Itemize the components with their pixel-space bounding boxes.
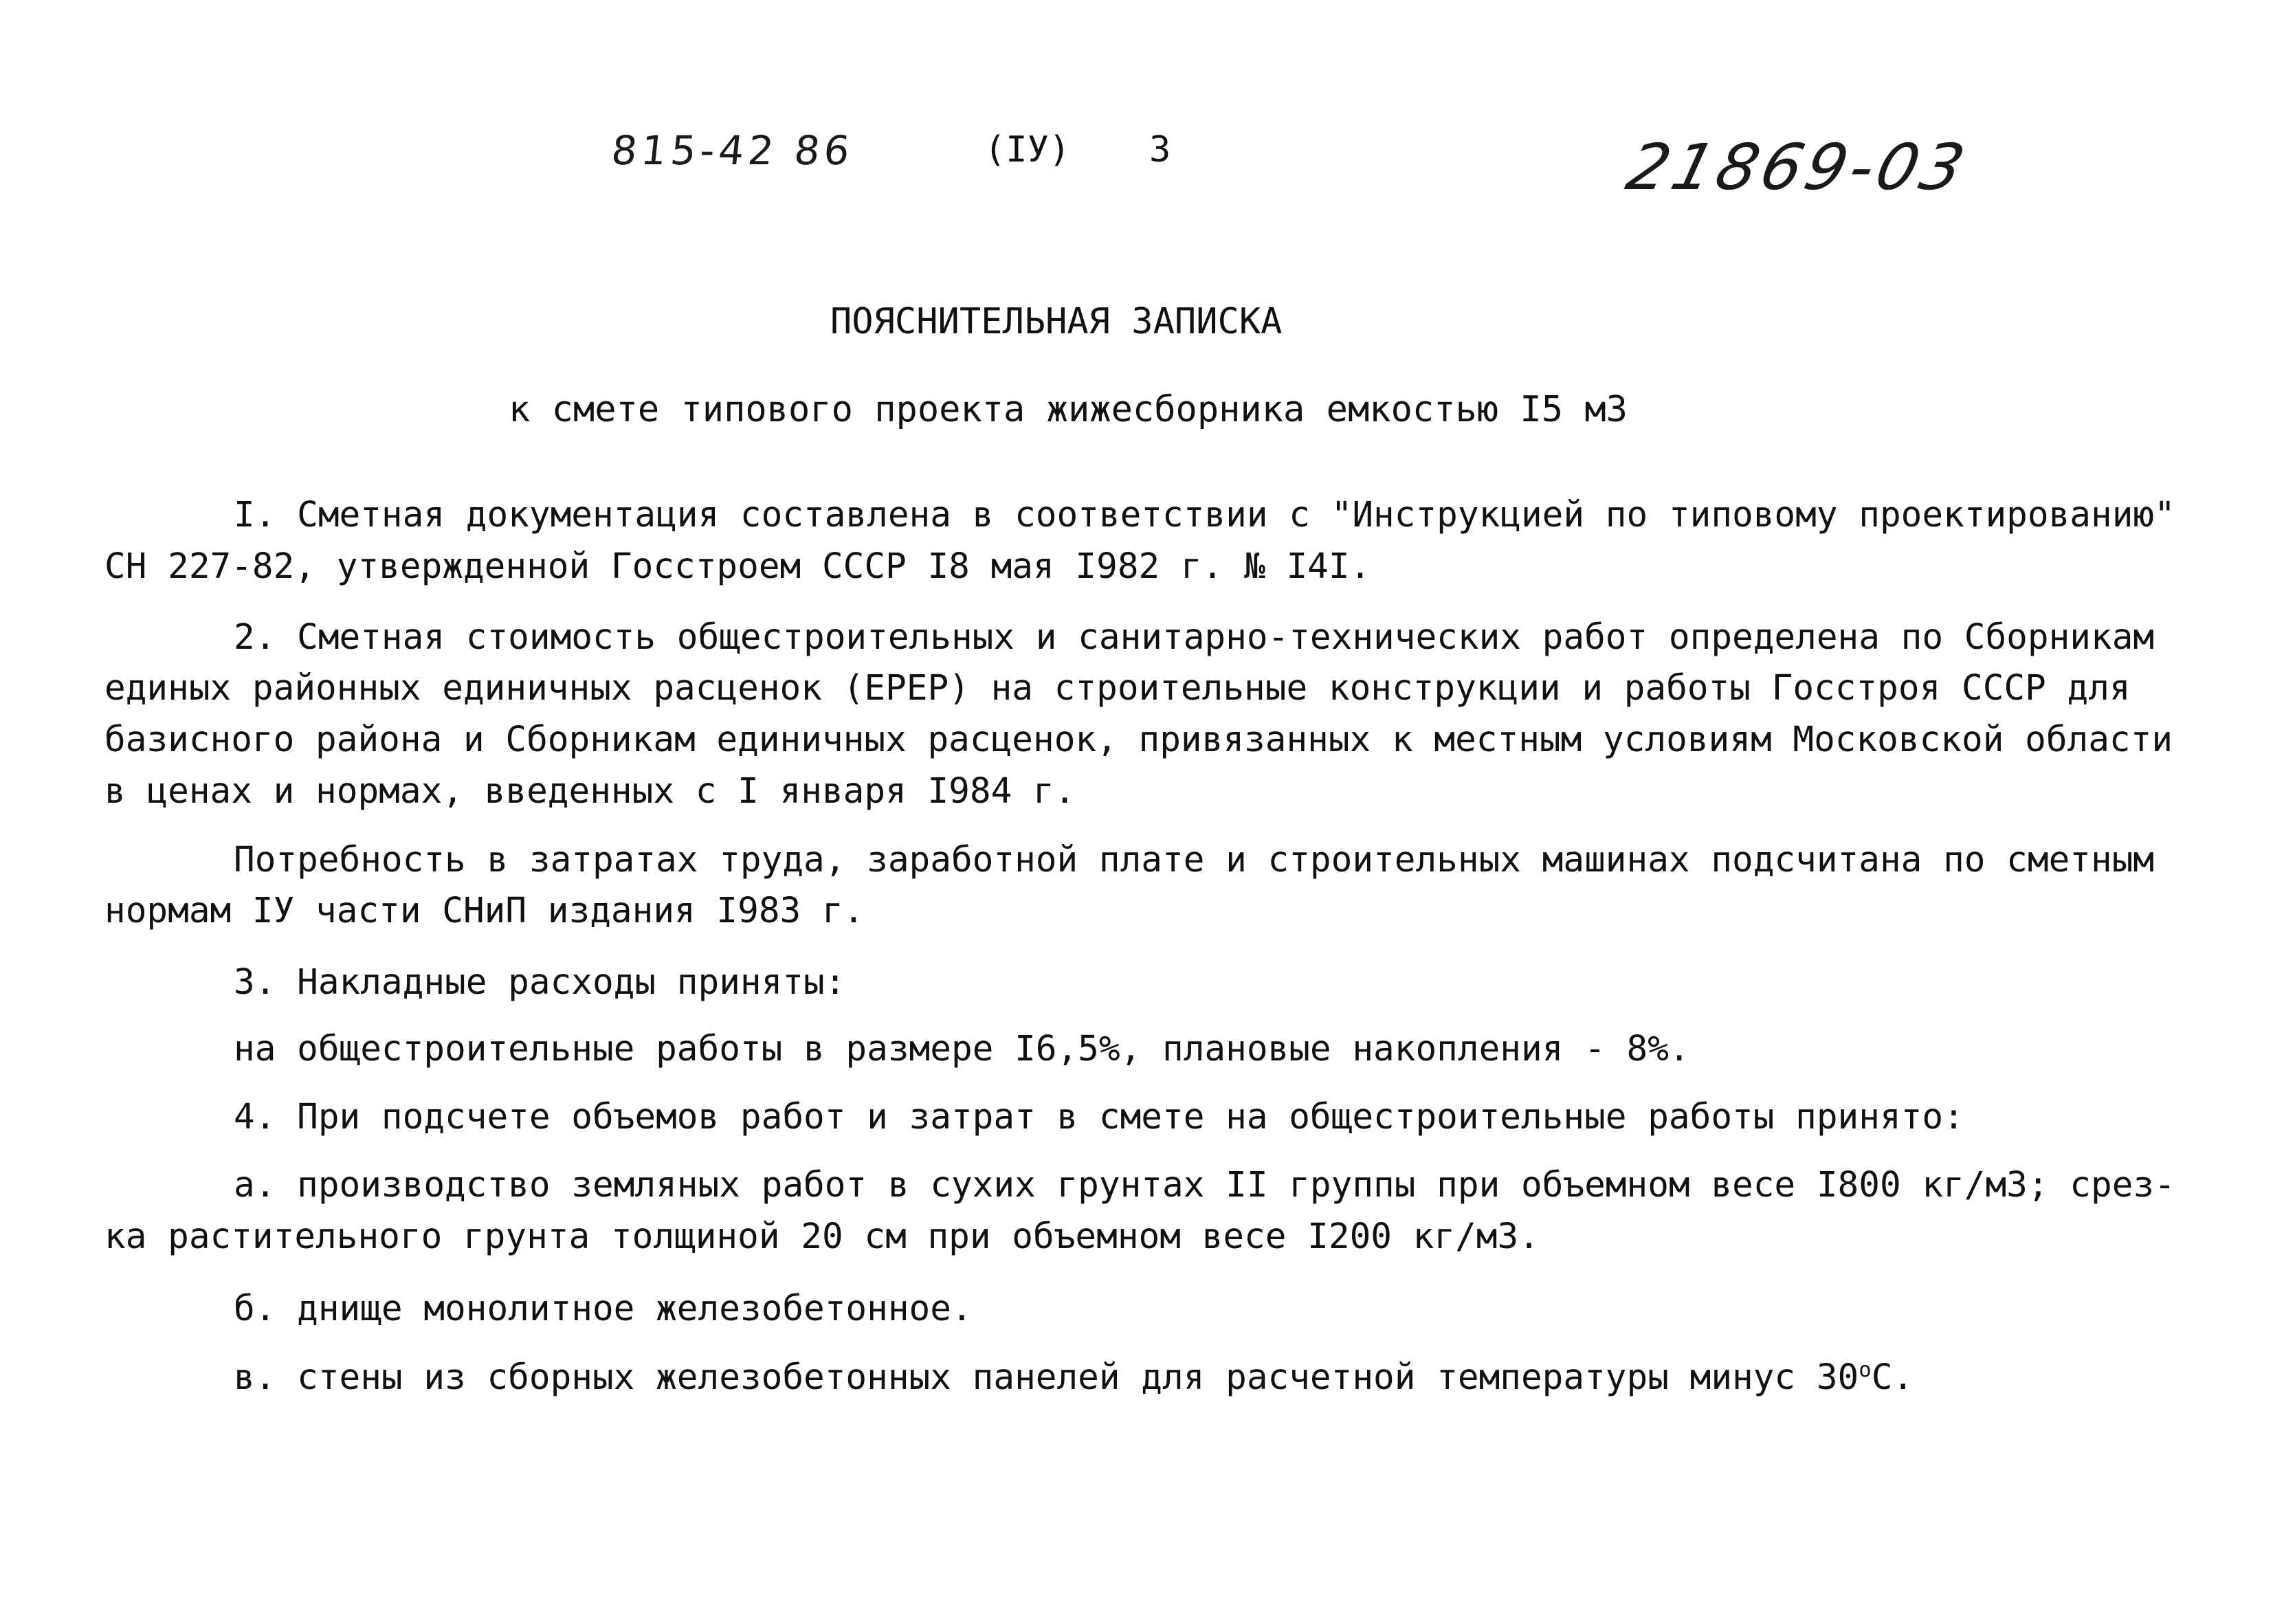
paragraph-line: СН 227-82, утвержденной Госстроем СССР I8 мая I982 г. № I4I. xyxy=(104,546,1371,587)
paragraph-line: Потребность в затратах труда, заработной плате и строительных машинах подсчитана по сметным xyxy=(234,840,2155,880)
paragraph-line: единых районных единичных расценок (ЕРЕР) на строительные конструкции и работы Госстроя СССР для xyxy=(104,668,2131,709)
paragraph-line: в ценах и нормах, введенных с I января I984 г. xyxy=(104,771,1076,812)
paragraph-suffix: С. xyxy=(1871,1357,1914,1398)
paragraph-line xyxy=(234,1357,1914,1398)
document-subtitle: к смете типового проекта жижесборника емкостью I5 м3 xyxy=(509,389,1628,430)
degree-mark: o xyxy=(1859,1358,1872,1382)
paragraph-line: б. днище монолитное железобетонное. xyxy=(234,1289,973,1329)
paragraph-line: базисного района и Сборникам единичных расценок, привязанных к местным условиям Московской области xyxy=(104,720,2173,760)
paragraph-line: 2. Сметная стоимость общестроительных и санитарно-технических работ определена по Сборникам xyxy=(234,617,2155,658)
paragraph-line: 4. При подсчете объемов работ и затрат в смете на общестроительные работы принято: xyxy=(234,1097,1964,1137)
paragraph-line: 3. Накладные расходы приняты: xyxy=(234,962,846,1003)
page-number: 3 xyxy=(1149,129,1171,170)
document-title: ПОЯСНИТЕЛЬНАЯ ЗАПИСКА xyxy=(830,301,1283,342)
paragraph-line: I. Сметная документация составлена в соответствии с "Инструкцией по типовому проектированию" xyxy=(234,495,2175,535)
paragraph-line: на общестроительные работы в размере I6,5%, плановые накопления - 8%. xyxy=(234,1029,1690,1069)
paragraph-line: нормам IУ части СНиП издания I983 г. xyxy=(104,891,865,931)
paragraph-text: в. стены из сборных железобетонных панелей для расчетной температуры минус 30 xyxy=(234,1357,1859,1398)
document-number: 21869-03 xyxy=(1619,131,1976,204)
paragraph-line: а. производство земляных работ в сухих грунтах II группы при объемном весе I800 кг/м3; срез- xyxy=(234,1165,2175,1205)
paragraph-line: ка растительного грунта толщиной 20 см при объемном весе I200 кг/м3. xyxy=(104,1216,1540,1257)
album-part: (IУ) xyxy=(984,129,1071,170)
project-code: 815-42 86 xyxy=(609,127,856,174)
